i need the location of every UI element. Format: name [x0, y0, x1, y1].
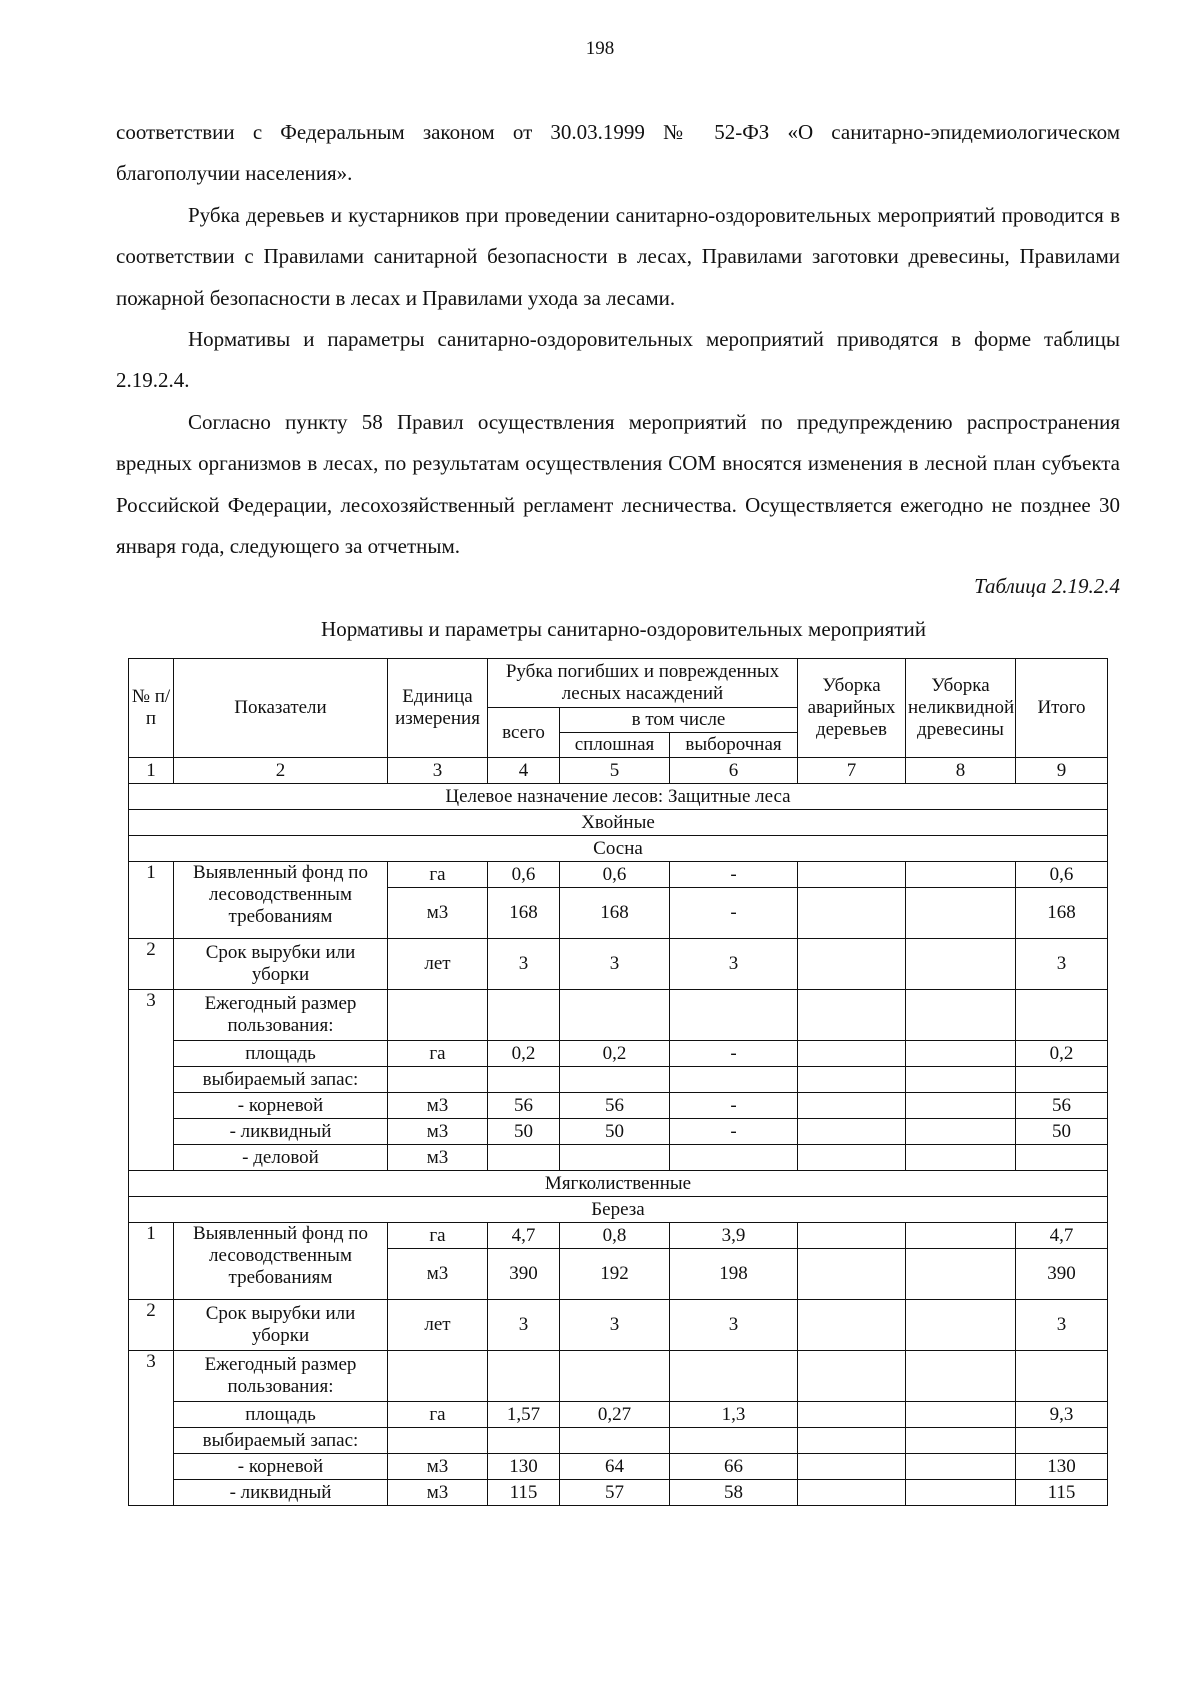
- item-number: 3: [129, 1351, 174, 1506]
- item-number: 3: [129, 990, 174, 1171]
- unit-cell: м3: [388, 1093, 488, 1119]
- value-cell: 168: [1016, 888, 1108, 939]
- unit-cell: лет: [388, 939, 488, 990]
- value-cell: 3,9: [670, 1223, 798, 1249]
- value-cell: [906, 1402, 1016, 1428]
- indicator-label: - ликвидный: [174, 1480, 388, 1506]
- value-cell: 66: [670, 1454, 798, 1480]
- value-cell: 64: [560, 1454, 670, 1480]
- empty-cell: [906, 1428, 1016, 1454]
- empty-cell: [1016, 990, 1108, 1041]
- empty-cell: [798, 990, 906, 1041]
- value-cell: 57: [560, 1480, 670, 1506]
- group-name: Мягколиственные: [129, 1171, 1108, 1197]
- value-cell: [906, 1454, 1016, 1480]
- value-cell: 390: [488, 1249, 560, 1300]
- header-including: в том числе: [560, 708, 798, 733]
- empty-cell: [488, 990, 560, 1041]
- value-cell: 198: [670, 1249, 798, 1300]
- table-row: [129, 1041, 1108, 1067]
- header-num: № п/п: [129, 659, 174, 758]
- header-felling: Рубка погибших и поврежденных лесных насаждений: [488, 659, 798, 708]
- value-cell: [906, 862, 1016, 888]
- empty-cell: [906, 1351, 1016, 1402]
- paragraph: Рубка деревьев и кустарников при проведении санитарно-оздоровительных мероприятий проводится в соответствии с Правилами санитарной безопасности в лесах, Правилами заготовки древесины, Правилами пожарной безопасности в лесах и Правилами ухода за лесами.: [116, 202, 1120, 310]
- species-row: [129, 1197, 1108, 1223]
- value-cell: 192: [560, 1249, 670, 1300]
- empty-cell: [906, 1067, 1016, 1093]
- indicator-label: Ежегодный размер пользования:: [174, 1351, 388, 1402]
- species-name: Сосна: [129, 836, 1108, 862]
- value-cell: [906, 1119, 1016, 1145]
- indicator-label: Срок вырубки или уборки: [174, 939, 388, 990]
- value-cell: 3: [488, 939, 560, 990]
- value-cell: [798, 1300, 906, 1351]
- value-cell: 3: [488, 1300, 560, 1351]
- value-cell: 50: [560, 1119, 670, 1145]
- value-cell: 1,57: [488, 1402, 560, 1428]
- value-cell: 390: [1016, 1249, 1108, 1300]
- unit-cell: м3: [388, 888, 488, 939]
- table-row: [129, 1093, 1108, 1119]
- value-cell: 58: [670, 1480, 798, 1506]
- indicator-label: Срок вырубки или уборки: [174, 1300, 388, 1351]
- empty-cell: [670, 1351, 798, 1402]
- table-row: [129, 939, 1108, 990]
- species-name: Береза: [129, 1197, 1108, 1223]
- indicator-label: - деловой: [174, 1145, 388, 1171]
- empty-cell: [388, 990, 488, 1041]
- group-name: Хвойные: [129, 810, 1108, 836]
- body-text: [116, 112, 1120, 567]
- unit-cell: га: [388, 862, 488, 888]
- table-row: [129, 1402, 1108, 1428]
- header-total-all: всего: [488, 708, 560, 758]
- value-cell: 1,3: [670, 1402, 798, 1428]
- column-number: 6: [670, 758, 798, 784]
- header-emergency: Уборка аварийных деревьев: [798, 659, 906, 758]
- empty-cell: [388, 1351, 488, 1402]
- empty-cell: [670, 990, 798, 1041]
- item-number: 1: [129, 1223, 174, 1300]
- table-row: [129, 1223, 1108, 1249]
- table-body: [129, 659, 1108, 1506]
- indicator-label: - корневой: [174, 1093, 388, 1119]
- empty-cell: [560, 1067, 670, 1093]
- table-row: [129, 1119, 1108, 1145]
- value-cell: [798, 1223, 906, 1249]
- purpose-row: Целевое назначение лесов: Защитные леса: [129, 784, 1108, 810]
- paragraph: Согласно пункту 58 Правил осуществления мероприятий по предупреждению распространения вредных организмов в лесах, по результатам осуществления СОМ вносятся изменения в лесной план субъекта Российской Федерации, лесохозяйственный регламент лесничества. Осуществляется ежегодно не позднее 30 января года, следующего за отчетным.: [116, 409, 1120, 559]
- value-cell: [1016, 1145, 1108, 1171]
- value-cell: 168: [560, 888, 670, 939]
- value-cell: [798, 1041, 906, 1067]
- value-cell: 130: [488, 1454, 560, 1480]
- unit-cell: га: [388, 1223, 488, 1249]
- value-cell: 3: [670, 939, 798, 990]
- indicator-label: - ликвидный: [174, 1119, 388, 1145]
- value-cell: 56: [560, 1093, 670, 1119]
- unit-cell: га: [388, 1402, 488, 1428]
- value-cell: [906, 1093, 1016, 1119]
- empty-cell: [798, 1428, 906, 1454]
- value-cell: [798, 1145, 906, 1171]
- value-cell: [906, 1480, 1016, 1506]
- table-row: [129, 1067, 1108, 1093]
- value-cell: [798, 939, 906, 990]
- column-number: 3: [388, 758, 488, 784]
- species-row: [129, 836, 1108, 862]
- value-cell: 115: [488, 1480, 560, 1506]
- empty-cell: [560, 990, 670, 1041]
- table-row: [129, 1480, 1108, 1506]
- unit-cell: лет: [388, 1300, 488, 1351]
- value-cell: -: [670, 1041, 798, 1067]
- value-cell: 0,2: [560, 1041, 670, 1067]
- value-cell: [798, 1119, 906, 1145]
- empty-cell: [1016, 1067, 1108, 1093]
- column-number: 1: [129, 758, 174, 784]
- value-cell: [906, 1041, 1016, 1067]
- empty-cell: [488, 1067, 560, 1093]
- column-number: 4: [488, 758, 560, 784]
- empty-cell: [388, 1428, 488, 1454]
- table-title: Нормативы и параметры санитарно-оздоровительных мероприятий: [321, 617, 926, 641]
- value-cell: -: [670, 1119, 798, 1145]
- header-selective: выборочная: [670, 733, 798, 758]
- indicator-label: Ежегодный размер пользования:: [174, 990, 388, 1041]
- value-cell: 130: [1016, 1454, 1108, 1480]
- value-cell: [560, 1145, 670, 1171]
- table-row: [129, 1145, 1108, 1171]
- value-cell: [906, 1145, 1016, 1171]
- value-cell: 0,2: [488, 1041, 560, 1067]
- value-cell: 4,7: [1016, 1223, 1108, 1249]
- value-cell: 3: [560, 1300, 670, 1351]
- header-clear: сплошная: [560, 733, 670, 758]
- value-cell: 50: [488, 1119, 560, 1145]
- table-row: [129, 990, 1108, 1041]
- indicator-label: Выявленный фонд по лесоводственным требованиям: [174, 1223, 388, 1300]
- value-cell: 0,8: [560, 1223, 670, 1249]
- column-number-row: [129, 758, 1108, 784]
- page-number: 198: [585, 38, 615, 59]
- value-cell: 56: [1016, 1093, 1108, 1119]
- header-unit: Единица измерения: [388, 659, 488, 758]
- value-cell: 0,6: [560, 862, 670, 888]
- value-cell: 0,6: [1016, 862, 1108, 888]
- value-cell: [906, 1300, 1016, 1351]
- empty-cell: [906, 990, 1016, 1041]
- value-cell: 0,6: [488, 862, 560, 888]
- table-row: [129, 1300, 1108, 1351]
- value-cell: 4,7: [488, 1223, 560, 1249]
- unit-cell: га: [388, 1041, 488, 1067]
- unit-cell: м3: [388, 1480, 488, 1506]
- empty-cell: [1016, 1428, 1108, 1454]
- value-cell: 3: [1016, 1300, 1108, 1351]
- value-cell: 50: [1016, 1119, 1108, 1145]
- paragraph: соответствии с Федеральным законом от 30.03.1999 № 52-ФЗ «О санитарно-эпидемиологическом благополучии населения».: [116, 120, 1120, 186]
- value-cell: [906, 939, 1016, 990]
- value-cell: [798, 1402, 906, 1428]
- indicator-label: - корневой: [174, 1454, 388, 1480]
- value-cell: [798, 1249, 906, 1300]
- unit-cell: м3: [388, 1249, 488, 1300]
- unit-cell: м3: [388, 1145, 488, 1171]
- header-illiquid: Уборка неликвидной древесины: [906, 659, 1016, 758]
- value-cell: 115: [1016, 1480, 1108, 1506]
- unit-cell: м3: [388, 1119, 488, 1145]
- value-cell: 9,3: [1016, 1402, 1108, 1428]
- value-cell: [670, 1145, 798, 1171]
- norms-table: [128, 658, 1108, 1506]
- empty-cell: [670, 1067, 798, 1093]
- value-cell: 3: [560, 939, 670, 990]
- value-cell: [798, 888, 906, 939]
- empty-cell: [798, 1067, 906, 1093]
- empty-cell: [388, 1067, 488, 1093]
- empty-cell: [560, 1351, 670, 1402]
- value-cell: [798, 1480, 906, 1506]
- empty-cell: [670, 1428, 798, 1454]
- column-number: 2: [174, 758, 388, 784]
- column-number: 8: [906, 758, 1016, 784]
- header-indicator: Показатели: [174, 659, 388, 758]
- value-cell: [488, 1145, 560, 1171]
- value-cell: 168: [488, 888, 560, 939]
- group-row: [129, 1171, 1108, 1197]
- value-cell: -: [670, 888, 798, 939]
- value-cell: [798, 1093, 906, 1119]
- value-cell: -: [670, 1093, 798, 1119]
- item-number: 2: [129, 939, 174, 990]
- value-cell: 0,27: [560, 1402, 670, 1428]
- table-label: Таблица 2.19.2.4: [974, 574, 1120, 598]
- value-cell: [906, 888, 1016, 939]
- indicator-label: выбираемый запас:: [174, 1067, 388, 1093]
- table-row: [129, 1454, 1108, 1480]
- empty-cell: [560, 1428, 670, 1454]
- item-number: 1: [129, 862, 174, 939]
- value-cell: [798, 862, 906, 888]
- empty-cell: [488, 1428, 560, 1454]
- value-cell: [798, 1454, 906, 1480]
- value-cell: -: [670, 862, 798, 888]
- unit-cell: м3: [388, 1454, 488, 1480]
- empty-cell: [488, 1351, 560, 1402]
- empty-cell: [798, 1351, 906, 1402]
- indicator-label: площадь: [174, 1402, 388, 1428]
- column-number: 9: [1016, 758, 1108, 784]
- empty-cell: [1016, 1351, 1108, 1402]
- table-row: [129, 862, 1108, 888]
- value-cell: 56: [488, 1093, 560, 1119]
- item-number: 2: [129, 1300, 174, 1351]
- indicator-label: площадь: [174, 1041, 388, 1067]
- column-number: 7: [798, 758, 906, 784]
- value-cell: [906, 1249, 1016, 1300]
- table-row: [129, 1428, 1108, 1454]
- column-number: 5: [560, 758, 670, 784]
- value-cell: 3: [670, 1300, 798, 1351]
- value-cell: 0,2: [1016, 1041, 1108, 1067]
- paragraph: Нормативы и параметры санитарно-оздоровительных мероприятий приводятся в форме таблицы 2.19.2.4.: [116, 327, 1120, 393]
- header-total: Итого: [1016, 659, 1108, 758]
- value-cell: 3: [1016, 939, 1108, 990]
- indicator-label: выбираемый запас:: [174, 1428, 388, 1454]
- indicator-label: Выявленный фонд по лесоводственным требованиям: [174, 862, 388, 939]
- value-cell: [906, 1223, 1016, 1249]
- group-row: [129, 810, 1108, 836]
- table-row: [129, 1351, 1108, 1402]
